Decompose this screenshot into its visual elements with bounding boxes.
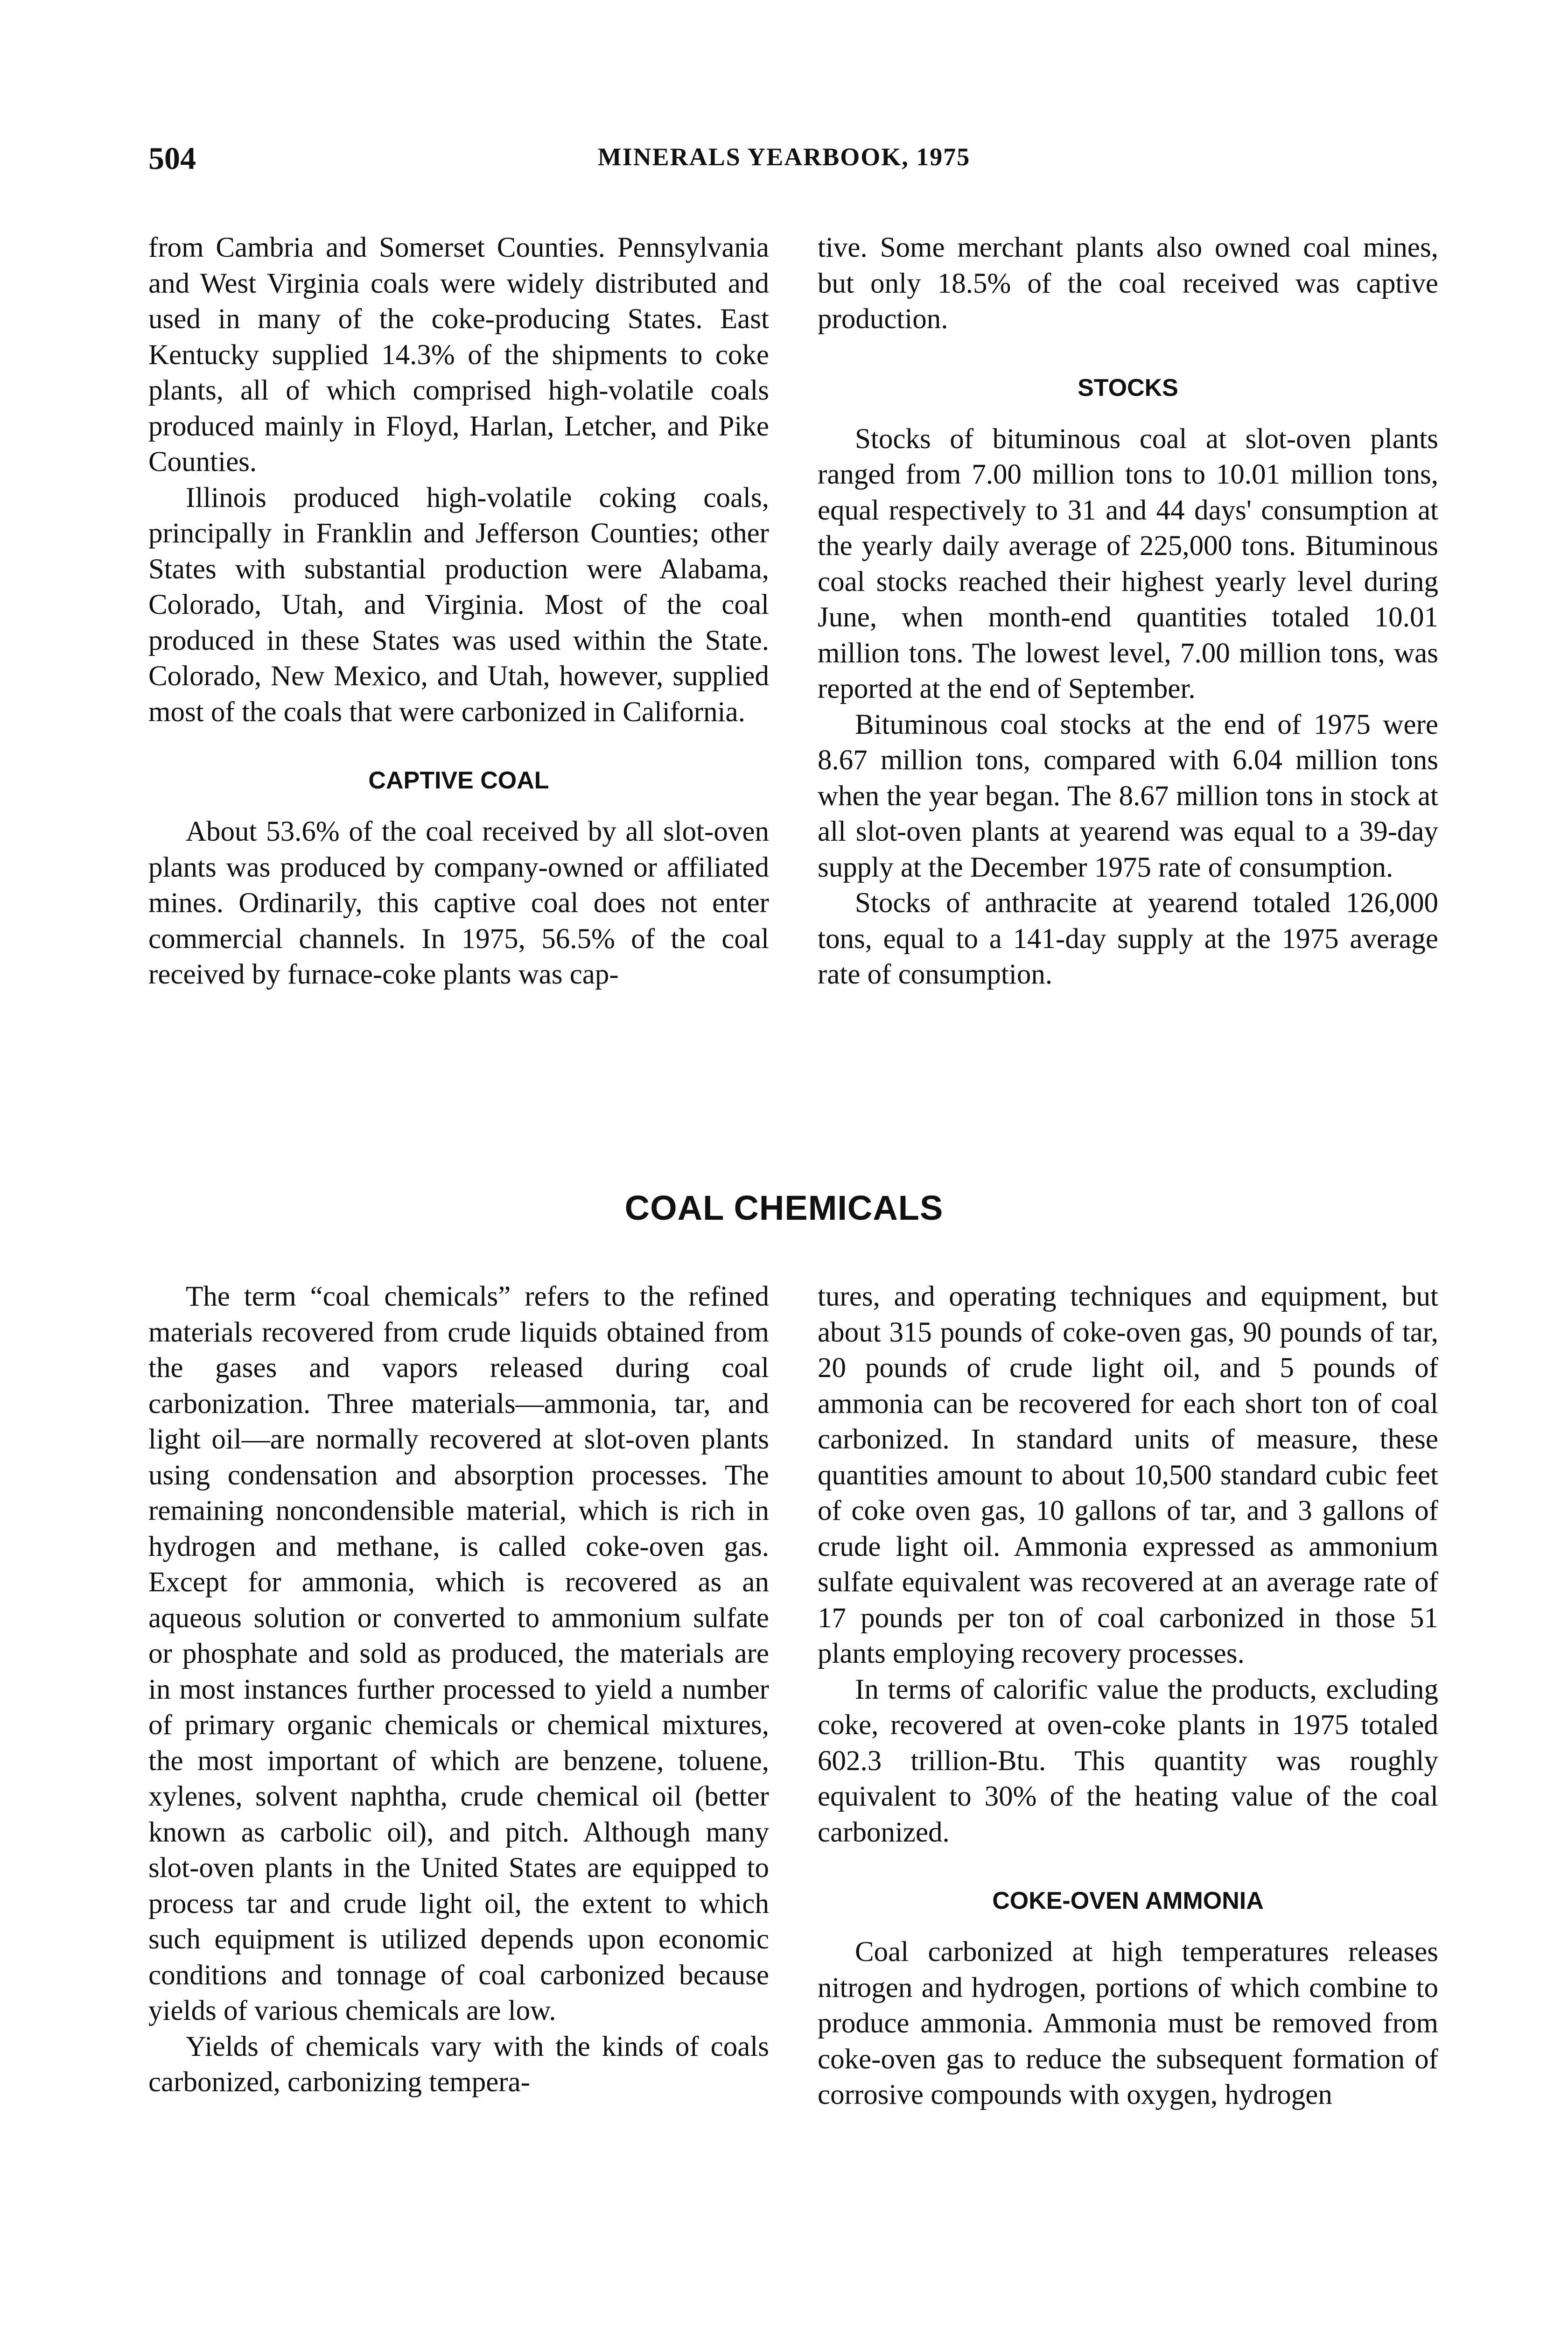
running-title: MINERALS YEARBOOK, 1975 — [597, 143, 971, 171]
paragraph: Bituminous coal stocks at the end of 1975 were 8.67 million tons, compared with 6.04 million tons when the year began. The 8.67 million tons in stock at all slot-oven plants at yearend was equal to a 39-day supply at the December 1975 rate of consumption. — [818, 709, 1438, 883]
paragraph: About 53.6% of the coal received by all slot-oven plants was produced by company-owned or affiliated mines. Ordinarily, this captive coal does not enter commercial channels. In 1975, 56.5% of the coal received by furnace-coke plants was cap- — [148, 816, 769, 990]
paragraph: Illinois produced high-volatile coking coals, principally in Franklin and Jefferson Counties; other States with substantial production were Alabama, Colorado, Utah, and Virginia. Most of the coal produced in these States was used within the State. Colorado, New Mexico, and Utah, however, supplied most of the coals that were carbonized in California. — [148, 482, 769, 728]
coke-oven-ammonia-heading: COKE-OVEN AMMONIA — [992, 1887, 1264, 1914]
stocks-heading: STOCKS — [1078, 374, 1178, 401]
section-title: COAL CHEMICALS — [624, 1188, 944, 1227]
paragraph: Yields of chemicals vary with the kinds of coals carbonized, carbonizing tempera- — [148, 2031, 769, 2098]
top-right-column — [818, 230, 1438, 993]
paragraph: Stocks of bituminous coal at slot-oven plants ranged from 7.00 million tons to 10.01 million tons, equal respectively to 31 and 44 days' consumption at the yearly daily average of 225,000 tons. Bituminous coal stocks reached their highest yearly level during June, when month-end quantities totaled 10.01 million tons. The lowest level, 7.00 million tons, was reported at the end of September. — [818, 423, 1438, 704]
top-left-column — [148, 230, 769, 993]
paragraph: tive. Some merchant plants also owned coal mines, but only 18.5% of the coal received was captive production. — [818, 232, 1438, 335]
paragraph: Coal carbonized at high temperatures releases nitrogen and hydrogen, portions of which combine to produce ammonia. Ammonia must be removed from coke-oven gas to reduce the subsequent formation of corrosive compounds with oxygen, hydrogen — [818, 1936, 1438, 2110]
bottom-left-column — [148, 1279, 769, 2101]
bottom-right-column — [818, 1279, 1438, 2113]
captive-coal-heading: CAPTIVE COAL — [368, 767, 549, 794]
paragraph: tures, and operating techniques and equipment, but about 315 pounds of coke-oven gas, 90 pounds of tar, 20 pounds of crude light oil, and 5 pounds of ammonia can be recovered for each short ton of coal carbonized. In standard units of measure, these quantities amount to about 10,500 standard cubic feet of coke oven gas, 10 gallons of tar, and 3 gallons of crude light oil. Ammonia expressed as ammonium sulfate equivalent was recovered at an average rate of 17 pounds per ton of coal carbonized in those 51 plants employing recovery processes. — [818, 1281, 1438, 1669]
paragraph: The term “coal chemicals” refers to the refined materials recovered from crude liquids obtained from the gases and vapors released during coal carbonization. Three materials—ammonia, tar, and light oil—are normally recovered at slot-oven plants using condensation and absorption processes. The remaining noncondensible material, which is rich in hydrogen and methane, is called coke-oven gas. Except for ammonia, which is recovered as an aqueous solution or converted to ammonium sulfate or phosphate and sold as produced, the materials are in most instances further processed to yield a number of primary organic chemicals or chemical mixtures, the most important of which are benzene, toluene, xylenes, solvent naphtha, crude chemical oil (better known as carbolic oil), and pitch. Although many slot-oven plants in the United States are equipped to process tar and crude light oil, the extent to which such equipment is utilized depends upon economic conditions and tonnage of coal carbonized because yields of various chemicals are low. — [148, 1281, 769, 2026]
page-number: 504 — [148, 141, 196, 176]
paragraph: In terms of calorific value the products, excluding coke, recovered at oven-coke plants in 1975 totaled 602.3 trillion-Btu. This quantity was roughly equivalent to 30% of the heating value of the coal carbonized. — [818, 1673, 1438, 1848]
paragraph: from Cambria and Somerset Counties. Pennsylvania and West Virginia coals were widely distributed and used in many of the coke-producing States. East Kentucky supplied 14.3% of the shipments to coke plants, all of which comprised high-volatile coals produced mainly in Floyd, Harlan, Letcher, and Pike Counties. — [148, 232, 769, 478]
paragraph: Stocks of anthracite at yearend totaled 126,000 tons, equal to a 141-day supply at the 1975 average rate of consumption. — [818, 887, 1438, 990]
